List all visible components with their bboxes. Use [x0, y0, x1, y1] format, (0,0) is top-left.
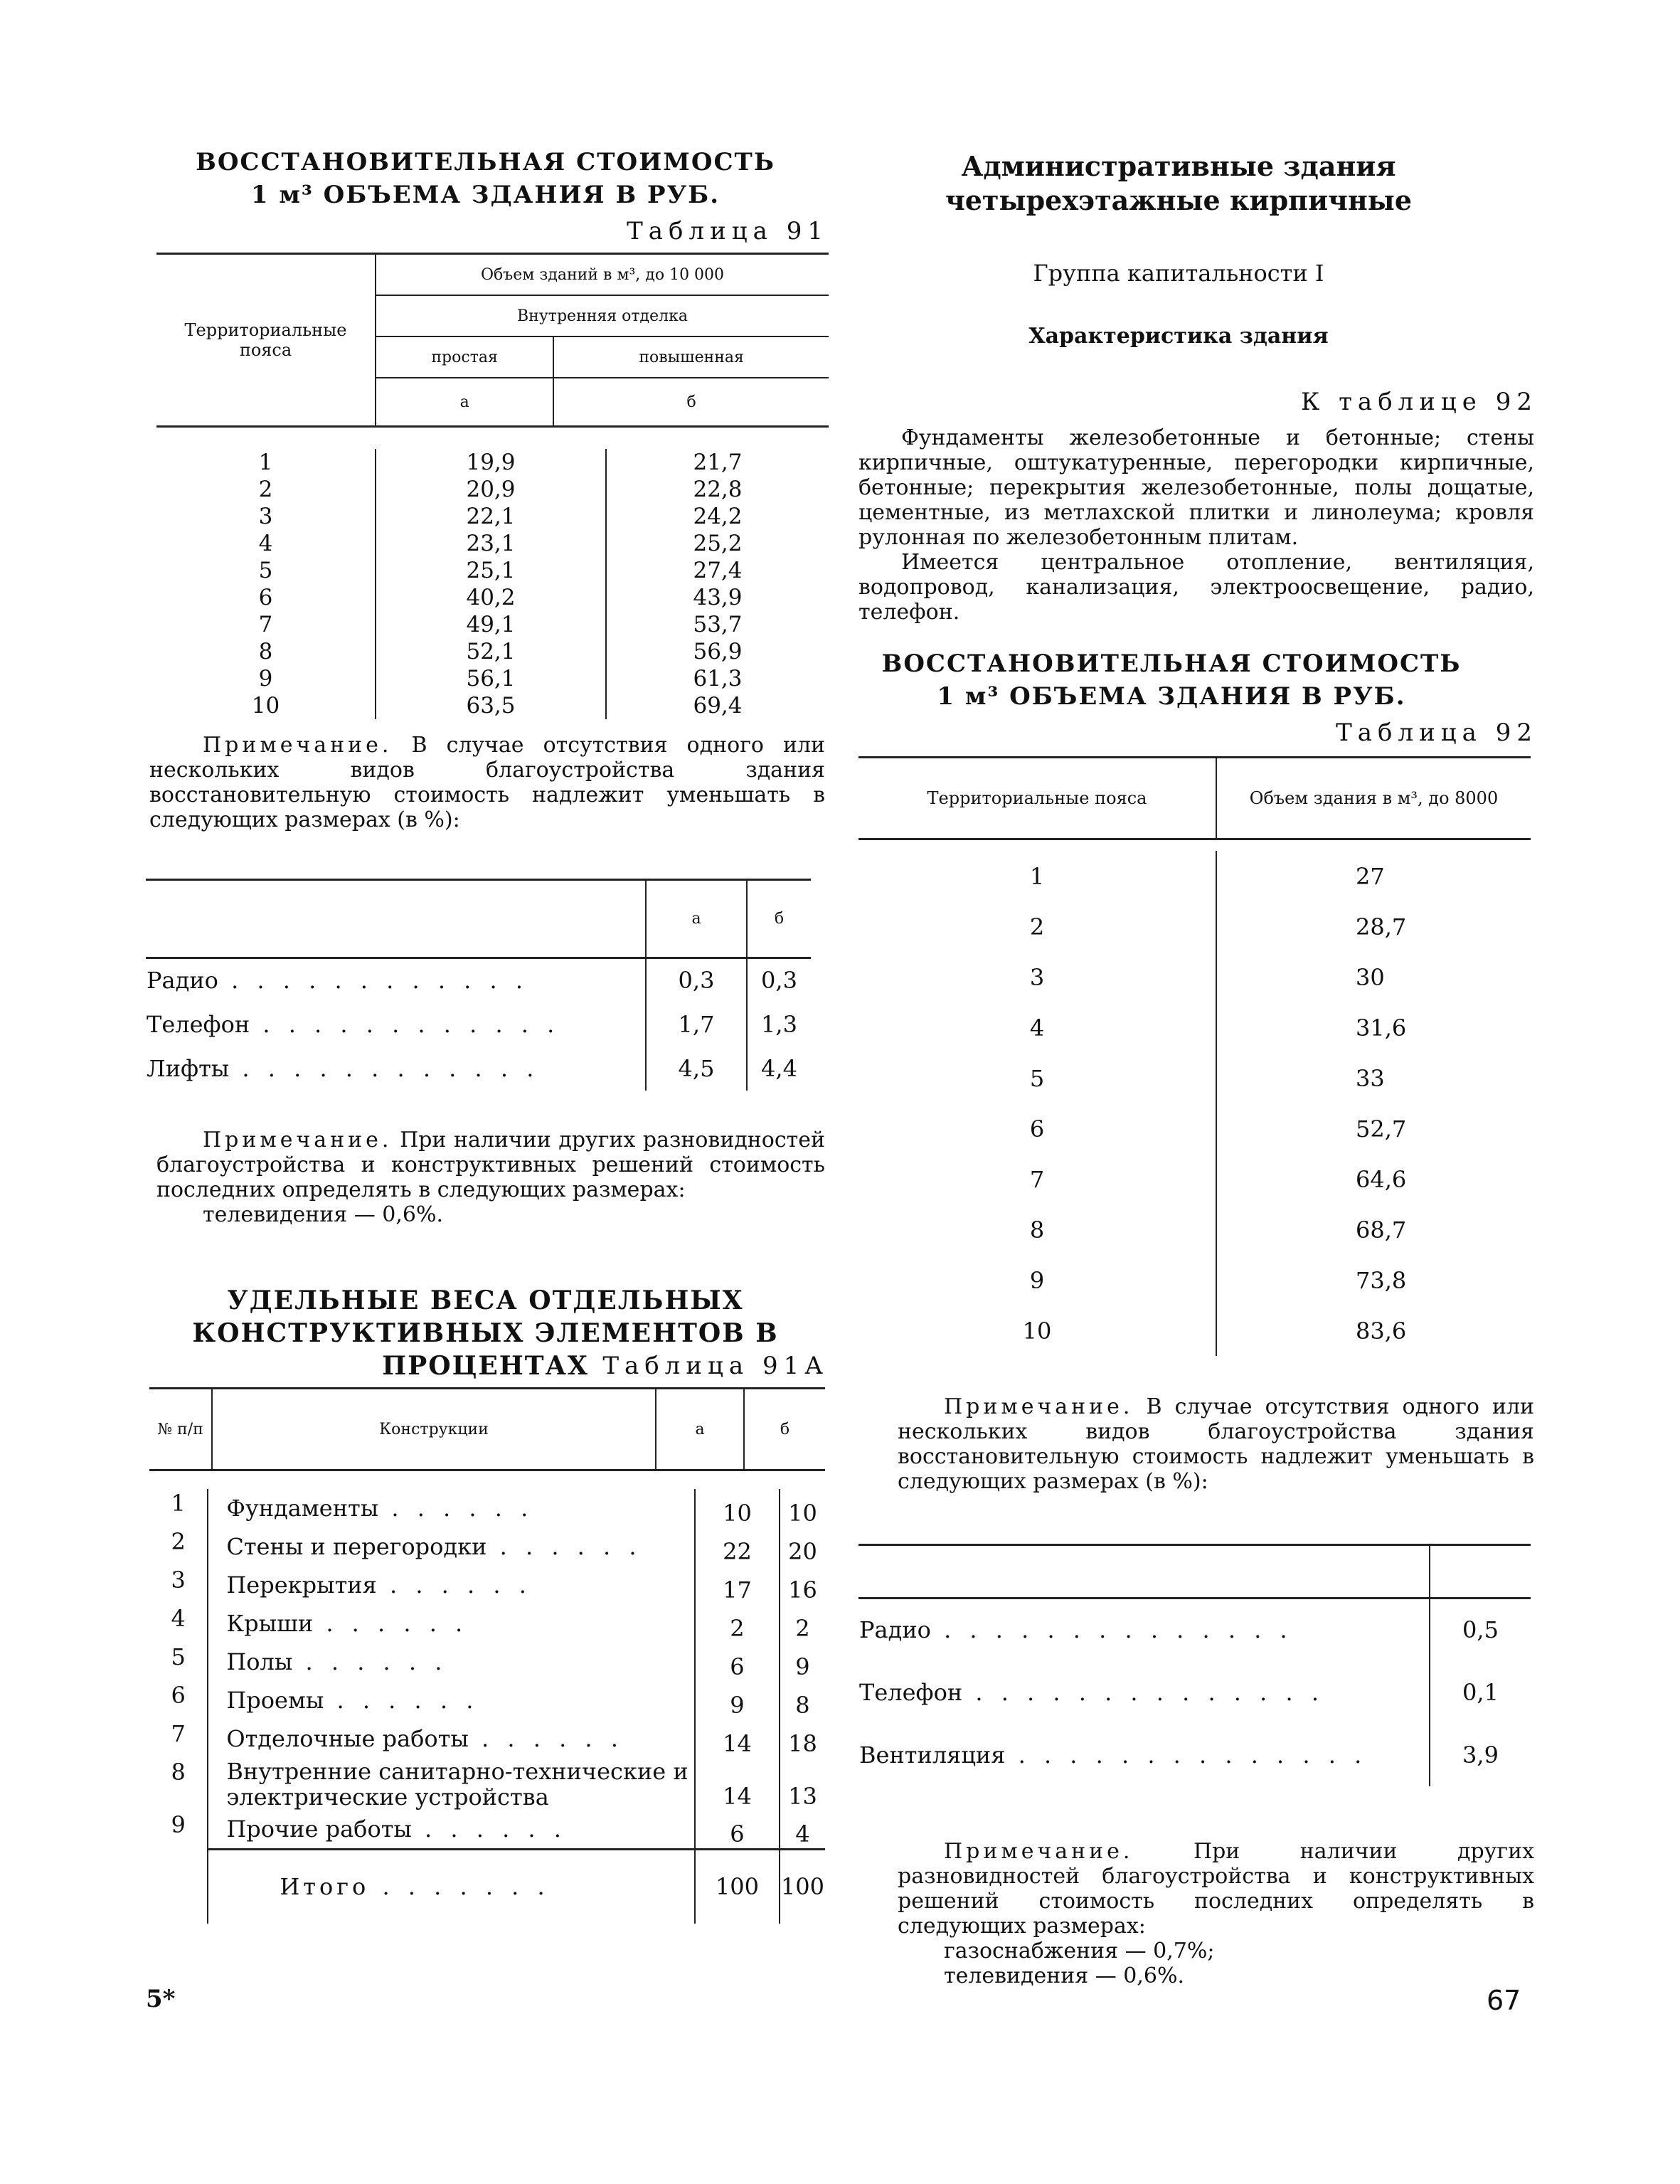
adj-left-value-b: 0,3	[761, 967, 797, 995]
capital-group: Группа капитальности I	[1033, 260, 1324, 287]
table92-value: 68,7	[1356, 1216, 1407, 1244]
adj-left-name-text: Лифты	[147, 1054, 230, 1082]
table91a-value-b: 8	[795, 1692, 810, 1719]
table91-header-finish: Внутренняя отделка	[376, 295, 829, 336]
table91a-value-a: 6	[695, 1811, 780, 1849]
table92-row	[858, 901, 1531, 952]
table91-title-line2: 1 м³ ОБЪЕМА ЗДАНИЯ В РУБ.	[250, 181, 721, 209]
table92-value: 31,6	[1356, 1014, 1407, 1041]
note2-item: телевидения — 0,6%.	[203, 1202, 444, 1227]
table92-value: 73,8	[1356, 1266, 1407, 1294]
adj-left-name: Лифты . . . . . . . . . . . .	[146, 1046, 646, 1091]
table92-row	[858, 1154, 1531, 1204]
table91-row	[156, 692, 829, 719]
table91a-value-a: 22	[695, 1527, 780, 1566]
right-note2-text: При наличии других разновидностей благоустройства и конструктивных решений стоимость последних определять в следующих размерах:	[898, 1839, 1534, 1939]
adj-left-value-a: 1,7	[646, 1002, 747, 1046]
table91-row	[156, 557, 829, 584]
adj-right-row	[858, 1724, 1531, 1786]
table91a-no: 6	[149, 1681, 208, 1719]
right-note2-label: Примечание.	[944, 1839, 1134, 1864]
adj-left-value-b: 1,3	[761, 1010, 797, 1038]
table92-title-line2: 1 м³ ОБЪЕМА ЗДАНИЯ В РУБ.	[937, 682, 1406, 711]
note2-label: Примечание.	[203, 1128, 393, 1152]
table91-row	[156, 638, 829, 665]
table92-zone: 10	[858, 1305, 1216, 1356]
table91-header-raised: повышенная	[553, 336, 829, 378]
table91a-row	[149, 1719, 825, 1758]
table91a-construction-text: Внутренние санитарно-технические и электрические устройства	[226, 1758, 689, 1811]
table91a-construction-text: Стены и перегородки	[226, 1533, 487, 1560]
table91a-value-b: 9	[795, 1653, 810, 1680]
table91-zone: 9	[156, 665, 376, 692]
table91a-row	[149, 1681, 825, 1719]
note1-text: В случае отсутствия одного или нескольких видов благоустройства здания восстановительную стоимость надлежит уменьшать в следующих размерах (в %):	[149, 733, 825, 832]
table91-value-b: 27,4	[693, 558, 743, 583]
table91-value-a: 23,1	[376, 530, 606, 557]
adj-right-name-text: Вентиляция	[859, 1741, 1006, 1769]
table91a-row	[149, 1758, 825, 1811]
table91a-construction: Полы . . . . . .	[208, 1643, 695, 1681]
table91a-no: 8	[149, 1758, 208, 1811]
note1-label: Примечание.	[203, 733, 393, 758]
table91-value-b: 21,7	[693, 450, 743, 475]
table91-zone: 10	[156, 692, 376, 719]
table91-header-simple: простая	[376, 336, 553, 378]
table91a-no: 9	[149, 1811, 208, 1849]
table91a-total-a: 100	[695, 1849, 780, 1924]
table92-label: Таблица 92	[1336, 719, 1538, 747]
table91-value-a: 63,5	[376, 692, 606, 719]
table91a-construction-text: Крыши	[226, 1610, 314, 1637]
table92-row	[858, 851, 1531, 901]
table91-value-a: 19,9	[376, 449, 606, 476]
table91a-value-a: 14	[695, 1758, 780, 1811]
right-note2-item2: телевидения — 0,6%.	[944, 1963, 1185, 1988]
table91-zone: 7	[156, 611, 376, 638]
table92-row	[858, 1204, 1531, 1255]
table91a-value-b: 16	[788, 1576, 817, 1603]
table92-value: 83,6	[1356, 1317, 1407, 1345]
table91a-no: 5	[149, 1643, 208, 1681]
table91a-value-a: 17	[695, 1566, 780, 1604]
table91a-construction: Перекрытия . . . . . .	[208, 1566, 695, 1604]
adj-right-value: 3,9	[1462, 1741, 1499, 1769]
table92-row	[858, 1305, 1531, 1356]
adj-right-name: Вентиляция . . . . . . . . . . . . . .	[858, 1724, 1430, 1786]
table92-row	[858, 1002, 1531, 1053]
table91a-construction: Фундаменты . . . . . .	[208, 1489, 695, 1527]
table91a-value-a: 9	[695, 1681, 780, 1719]
table91-value-a: 40,2	[376, 584, 606, 611]
table92-note2	[898, 1839, 1534, 1988]
adj-right-name: Радио . . . . . . . . . . . . . .	[858, 1599, 1430, 1661]
table91a-label: Таблица 91А	[602, 1352, 829, 1380]
table91-row	[156, 530, 829, 557]
table91-header-a: а	[376, 378, 553, 425]
adj-left-header-b: б	[774, 910, 785, 928]
table91-zone: 5	[156, 557, 376, 584]
table91a-no: 7	[149, 1719, 208, 1758]
table91a-row	[149, 1811, 825, 1849]
table92-zone: 6	[858, 1103, 1216, 1154]
table91-note1	[149, 733, 825, 832]
building-heading-line2: четырехэтажные кирпичные	[945, 184, 1413, 216]
adj-right-value: 0,1	[1462, 1678, 1499, 1706]
table91a-row	[149, 1643, 825, 1681]
table91-title	[146, 146, 825, 211]
table91-value-b: 24,2	[693, 504, 743, 529]
total-label-text: Итого	[280, 1873, 370, 1901]
table91-row	[156, 611, 829, 638]
table91-row	[156, 449, 829, 476]
table91-zone: 1	[156, 449, 376, 476]
table91a-construction: Отделочные работы . . . . . .	[208, 1719, 695, 1758]
table92-value: 28,7	[1356, 913, 1407, 940]
table91a-no: 1	[149, 1489, 208, 1527]
table91a-total-label: Итого . . . . . . .	[208, 1849, 695, 1924]
table91-value-b: 56,9	[693, 639, 743, 664]
table91a-construction	[208, 1758, 695, 1811]
table91a-construction-text: Прочие работы	[226, 1815, 412, 1843]
table92-zone: 1	[858, 851, 1216, 901]
right-note1-text: В случае отсутствия одного или нескольких видов благоустройства здания восстановительную стоимость надлежит уменьшать в следующих размерах (в %):	[898, 1394, 1534, 1494]
table91-zone: 6	[156, 584, 376, 611]
table92	[858, 756, 1531, 1356]
table91-zone: 8	[156, 638, 376, 665]
table91a-no: 3	[149, 1566, 208, 1604]
table91-value-a: 56,1	[376, 665, 606, 692]
building-description	[858, 425, 1534, 625]
adj-right-row	[858, 1661, 1531, 1724]
adj-left-row	[146, 958, 811, 1002]
page-number: 67	[1487, 1985, 1521, 2016]
table91-value-b: 61,3	[693, 666, 743, 691]
table91a-no: 4	[149, 1604, 208, 1643]
description-paragraph1: Фундаменты железобетонные и бетонные; стены кирпичные, оштукатуренные, перегородки кирпичные, бетонные; перекрытия железобетонные, полы дощатые, цементные, из метлахской плитки и линолеума; кровля рулонная по железобетонным плитам.	[858, 425, 1534, 550]
table92-header-zones: Территориальные пояса	[858, 758, 1216, 839]
table91a-value-a: 6	[695, 1643, 780, 1681]
table91-value-b: 25,2	[693, 531, 743, 556]
table92-note1	[898, 1394, 1534, 1494]
table91a-construction: Проемы . . . . . .	[208, 1681, 695, 1719]
adj-right-name: Телефон . . . . . . . . . . . . . .	[858, 1661, 1430, 1724]
building-heading	[858, 149, 1499, 218]
table92-title	[858, 647, 1484, 713]
table92-value: 30	[1356, 963, 1385, 991]
table91a-header-a: а	[656, 1389, 744, 1470]
table92-row	[858, 1053, 1531, 1103]
table91-value-a: 52,1	[376, 638, 606, 665]
table91a-no: 2	[149, 1527, 208, 1566]
adj-right-name-text: Радио	[859, 1616, 931, 1644]
table91a-construction-text: Фундаменты	[226, 1495, 379, 1522]
table91-zone: 2	[156, 476, 376, 503]
table91a-value-b: 2	[795, 1615, 810, 1642]
table91-value-a: 22,1	[376, 503, 606, 530]
adj-right-name-text: Телефон	[859, 1678, 963, 1706]
table91a-construction: Стены и перегородки . . . . . .	[208, 1527, 695, 1566]
table92-zone: 7	[858, 1154, 1216, 1204]
adj-left-name: Телефон . . . . . . . . . . . .	[146, 1002, 646, 1046]
table91-value-b: 53,7	[693, 612, 743, 637]
table91a-title-line2: КОНСТРУКТИВНЫХ ЭЛЕМЕНТОВ В ПРОЦЕНТАХ	[192, 1318, 779, 1381]
table91-header-volume: Объем зданий в м³, до 10 000	[376, 254, 829, 296]
table91a-header-no: № п/п	[149, 1389, 212, 1470]
table91-header-b: б	[686, 393, 696, 411]
table91a-total-b: 100	[780, 1849, 825, 1924]
table91-row	[156, 584, 829, 611]
table92-value: 27	[1356, 862, 1385, 890]
table92-value: 64,6	[1356, 1165, 1407, 1193]
adj-left-name: Радио . . . . . . . . . . . .	[146, 958, 646, 1002]
table92-title-line1: ВОССТАНОВИТЕЛЬНАЯ СТОИМОСТЬ	[881, 650, 1462, 678]
adj-left-value-a: 0,3	[646, 958, 747, 1002]
table91a-construction: Прочие работы . . . . . .	[208, 1811, 695, 1849]
description-paragraph2: Имеется центральное отопление, вентиляция, водопровод, канализация, электроосвещение, радио, телефон.	[858, 550, 1534, 625]
table92-row	[858, 952, 1531, 1002]
table91-value-a: 25,1	[376, 557, 606, 584]
table91a	[149, 1387, 825, 1924]
footer-signature: 5*	[146, 1985, 176, 2013]
table92-value: 52,7	[1356, 1115, 1407, 1143]
table91a-title-line1: УДЕЛЬНЫЕ ВЕСА ОТДЕЛЬНЫХ	[227, 1286, 744, 1315]
table91-zone: 4	[156, 530, 376, 557]
table91a-header-b: б	[780, 1420, 790, 1438]
adj-left-row	[146, 1046, 811, 1091]
table91-value-a: 20,9	[376, 476, 606, 503]
table91a-row	[149, 1604, 825, 1643]
table91a-row	[149, 1527, 825, 1566]
adjustment-table-left	[146, 879, 811, 1091]
table91-label: Таблица 91	[627, 217, 829, 245]
table91-row	[156, 476, 829, 503]
table91-zone: 3	[156, 503, 376, 530]
adj-left-value-b: 4,4	[761, 1054, 797, 1082]
table91-value-b: 43,9	[693, 585, 743, 610]
adj-left-name-text: Телефон	[147, 1010, 250, 1038]
table92-header-volume: Объем здания в м³, до 8000	[1249, 788, 1499, 808]
table91a-value-a: 10	[695, 1489, 780, 1527]
right-note2-item1: газоснабжения — 0,7%;	[944, 1939, 1215, 1963]
adj-left-header-a: а	[646, 880, 747, 958]
table92-zone: 9	[858, 1255, 1216, 1305]
table91a-value-b: 4	[795, 1820, 810, 1848]
table91-row	[156, 665, 829, 692]
table92-zone: 4	[858, 1002, 1216, 1053]
table91-note2	[156, 1128, 825, 1227]
adj-left-name-text: Радио	[147, 967, 218, 995]
adj-left-row	[146, 1002, 811, 1046]
to-table92-label: К таблице 92	[1301, 388, 1538, 416]
table92-value: 33	[1356, 1064, 1385, 1092]
table91a-construction: Крыши . . . . . .	[208, 1604, 695, 1643]
table92-zone: 3	[858, 952, 1216, 1002]
table92-row	[858, 1103, 1531, 1154]
characteristic-heading: Характеристика здания	[1028, 324, 1329, 349]
table91a-construction-text: Отделочные работы	[226, 1725, 469, 1752]
table91a-row	[149, 1489, 825, 1527]
table91a-header-constructions: Конструкции	[212, 1389, 656, 1470]
table92-zone: 5	[858, 1053, 1216, 1103]
adj-left-value-a: 4,5	[646, 1046, 747, 1091]
table91-title-line1: ВОССТАНОВИТЕЛЬНАЯ СТОИМОСТЬ	[196, 148, 775, 176]
adj-right-value: 0,5	[1462, 1616, 1499, 1644]
table91-header-zones: Территориальные пояса	[156, 254, 376, 426]
table91a-construction-text: Проемы	[226, 1687, 324, 1714]
table91a-value-a: 14	[695, 1719, 780, 1758]
table92-row	[858, 1255, 1531, 1305]
note2-text: При наличии других разновидностей благоустройства и конструктивных решений стоимость последних определять в следующих размерах:	[156, 1128, 825, 1202]
right-note1-label: Примечание.	[944, 1394, 1134, 1419]
table91a-value-a: 2	[695, 1604, 780, 1643]
table91a-value-b: 13	[788, 1783, 817, 1810]
table92-zone: 8	[858, 1204, 1216, 1255]
table91a-construction-text: Перекрытия	[226, 1571, 377, 1599]
building-heading-line1: Административные здания	[961, 150, 1396, 182]
adj-right-row	[858, 1599, 1531, 1661]
table91-value-b: 22,8	[693, 477, 743, 502]
table92-zone: 2	[858, 901, 1216, 952]
table91a-value-b: 10	[788, 1500, 817, 1527]
table91-value-a: 49,1	[376, 611, 606, 638]
table91-value-b: 69,4	[693, 693, 743, 719]
table91a-construction-text: Полы	[226, 1648, 293, 1675]
table91-row	[156, 503, 829, 530]
table91a-value-b: 18	[788, 1730, 817, 1757]
table91	[156, 253, 829, 719]
table91a-value-b: 20	[788, 1538, 817, 1565]
table91a-row	[149, 1566, 825, 1604]
adjustment-table-right	[858, 1544, 1531, 1786]
